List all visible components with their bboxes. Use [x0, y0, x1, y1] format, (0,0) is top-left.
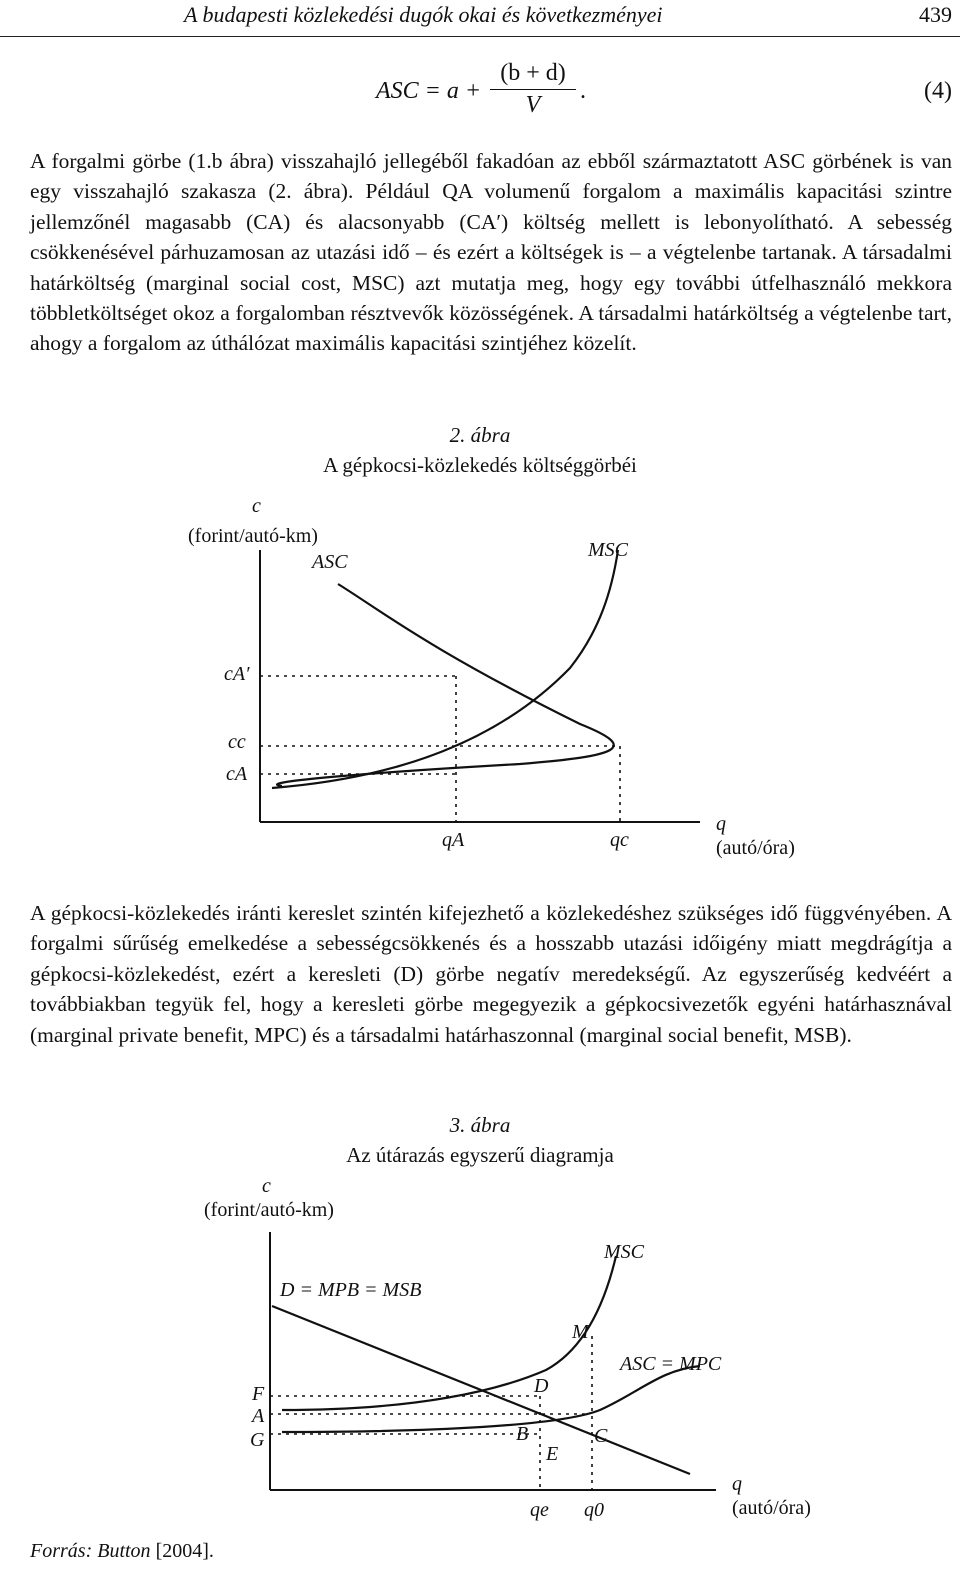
fig2-tick-cc: cc	[228, 731, 246, 753]
figure-2-caption	[0, 420, 960, 480]
fig3-y-label: c	[262, 1175, 271, 1197]
fig2-asc-curve	[277, 584, 614, 786]
fig3-y-unit: (forint/autó-km)	[204, 1199, 334, 1221]
figure-2-number: 2. ábra	[449, 423, 511, 447]
fig3-tick-g: G	[250, 1429, 265, 1451]
page-number: 439	[919, 2, 952, 27]
fig2-x-label: q	[716, 813, 726, 835]
fig3-tick-qe: qe	[530, 1499, 549, 1521]
fig2-msc-curve	[272, 550, 618, 788]
figure-3-caption	[0, 1110, 960, 1170]
paragraph-1-text: A forgalmi görbe (1.b ábra) visszahajló jellegéből fakadóan az ebből származtatott ASC görbének is van egy visszahajló szakasza (2. ábra). Például QA volumenű forgalom a maximális kapacitási szintre jellemzőnél magasabb (CA) és alacsonyabb (CA′) költség mellett is lebonyolítható. A sebesség csökkenésével párhuzamosan az utazási idő – és ezért a költségek is – a végtelenbe tartanak. A társadalmi határköltség (marginal social cost, MSC) azt mutatja meg, hogy egy további útfelhasználó mekkora többletköltséget okoz a forgalomban résztvevők közösségének. A társadalmi határköltség a végtelenbe tart, ahogy a forgalom az úthálózat maximális kapacitási szintjéhez közelít.	[30, 149, 952, 356]
equation-lhs: ASC = a +	[376, 78, 482, 104]
equation-trail: .	[580, 78, 586, 104]
equation-4	[0, 60, 960, 130]
source-label: Forrás: Button	[30, 1540, 151, 1562]
fig3-msc-label: MSC	[604, 1241, 644, 1263]
fig2-x-unit: (autó/óra)	[716, 837, 795, 859]
figure-3-diagram	[0, 1170, 960, 1550]
fig3-asc-curve	[282, 1366, 700, 1432]
equation-number: (4)	[924, 78, 952, 104]
figure-2-title: A gépkocsi-közlekedés költséggörbéi	[323, 453, 637, 477]
fig3-demand-label: D = MPB = MSB	[280, 1279, 422, 1301]
fig3-tick-q0: q0	[584, 1499, 604, 1521]
fig2-y-unit: (forint/autó-km)	[188, 525, 318, 547]
source-ref: [2004].	[155, 1540, 214, 1562]
fig3-asc-label: ASC = MPC	[620, 1353, 722, 1375]
fig3-x-label: q	[732, 1473, 742, 1495]
fig3-point-c: C	[594, 1425, 608, 1447]
running-title: A budapesti közlekedési dugók okai és következményei	[184, 2, 663, 27]
paragraph-2-text: A gépkocsi-közlekedés iránti kereslet szintén kifejezhető a közlekedéshez szükséges idő függvényében. A forgalmi sűrűség emelkedése a sebességcsökkenés és a hosszabb utazási időigény miatt megdrágítja a gépkocsi-közlekedést, ezért a keresleti (D) görbe negatív meredekségű. Az egyszerűség kedvéért a továbbiakban tegyük fel, hogy a keresleti görbe megegyezik a gépkocsivezetők egyéni határhasznával (marginal private benefit, MPC) és a társadalmi határhaszonnal (marginal social benefit, MSB).	[30, 901, 952, 1047]
fig3-x-unit: (autó/óra)	[732, 1497, 811, 1519]
fig3-tick-a: A	[252, 1405, 265, 1427]
fig2-tick-qa: qA	[442, 829, 465, 851]
paragraph-1	[30, 146, 952, 359]
fig3-tick-f: F	[252, 1383, 265, 1405]
fig2-y-label: c	[252, 495, 261, 517]
figure-3-number: 3. ábra	[449, 1113, 511, 1137]
equation-numerator: (b + d)	[490, 60, 576, 90]
figure-3-title: Az útárazás egyszerű diagramja	[346, 1143, 614, 1167]
fig2-tick-ca-prime: cA′	[224, 663, 250, 685]
fig2-tick-ca: cA	[226, 763, 248, 785]
equation-fraction	[490, 60, 576, 119]
fig2-tick-qc: qc	[610, 829, 629, 851]
fig3-point-e: E	[546, 1443, 559, 1465]
fig3-point-m: M	[572, 1321, 589, 1343]
fig3-point-d: D	[534, 1375, 549, 1397]
equation-denominator: V	[525, 92, 541, 118]
paragraph-2	[30, 898, 952, 1050]
running-header	[0, 0, 960, 37]
fig2-asc-label: ASC	[312, 551, 348, 573]
figure-source	[30, 1540, 214, 1563]
fig2-msc-label: MSC	[588, 539, 628, 561]
fig3-point-b: B	[516, 1423, 529, 1445]
figure-2-diagram	[0, 490, 960, 890]
